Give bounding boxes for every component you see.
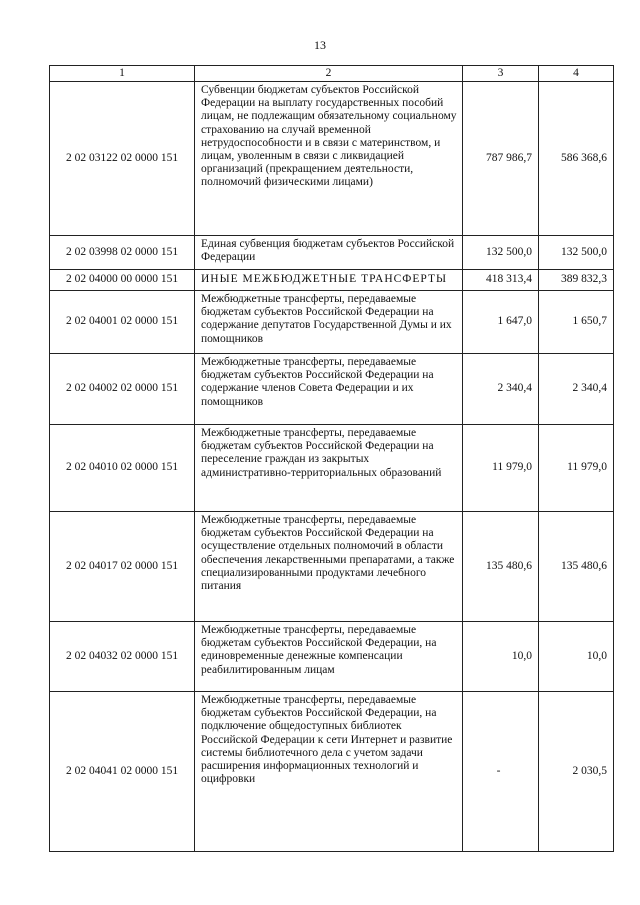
amount-col4: 11 979,0 — [539, 425, 614, 512]
table-row — [50, 236, 614, 270]
amount-col3: - — [463, 692, 539, 852]
table-row — [50, 291, 614, 354]
item-description: Межбюджетные трансферты, передаваемые бюджетам субъектов Российской Федерации на содержание депутатов Государственной Думы и их помощников — [195, 291, 463, 354]
item-description: Единая субвенция бюджетам субъектов Российской Федерации — [195, 236, 463, 270]
amount-col4: 2 030,5 — [539, 692, 614, 852]
budget-code: 2 02 03998 02 0000 151 — [50, 236, 195, 270]
amount-col4: 135 480,6 — [539, 512, 614, 622]
budget-code: 2 02 04032 02 0000 151 — [50, 622, 195, 692]
budget-code: 2 02 04001 02 0000 151 — [50, 291, 195, 354]
budget-code: 2 02 04017 02 0000 151 — [50, 512, 195, 622]
amount-col4: 586 368,6 — [539, 82, 614, 236]
amount-col4: 2 340,4 — [539, 354, 614, 425]
item-description: Межбюджетные трансферты, передаваемые бюджетам субъектов Российской Федерации, на подключение общедоступных библиотек Российской Федерации к сети Интернет и развитие системы библиотечного дела с учетом задачи расширения информационных технологий и оцифровки — [195, 692, 463, 852]
amount-col3: 10,0 — [463, 622, 539, 692]
column-header: 2 — [195, 66, 463, 82]
table-row — [50, 354, 614, 425]
budget-code: 2 02 04010 02 0000 151 — [50, 425, 195, 512]
amount-col4: 10,0 — [539, 622, 614, 692]
item-description: Межбюджетные трансферты, передаваемые бюджетам субъектов Российской Федерации на осуществление отдельных полномочий в области обеспечения лекарственными препаратами, а также специализированными продуктами лечебного питания — [195, 512, 463, 622]
budget-table — [49, 65, 614, 852]
table-row — [50, 270, 614, 291]
amount-col3: 2 340,4 — [463, 354, 539, 425]
item-description: Межбюджетные трансферты, передаваемые бюджетам субъектов Российской Федерации на переселение граждан из закрытых административно-территориальных образований — [195, 425, 463, 512]
amount-col3: 11 979,0 — [463, 425, 539, 512]
amount-col3: 135 480,6 — [463, 512, 539, 622]
table-row — [50, 622, 614, 692]
column-header: 3 — [463, 66, 539, 82]
amount-col4: 389 832,3 — [539, 270, 614, 291]
budget-code: 2 02 04041 02 0000 151 — [50, 692, 195, 852]
item-description: Субвенции бюджетам субъектов Российской Федерации на выплату государственных пособий лицам, не подлежащим обязательному социальному страхованию на случай временной нетрудоспособности и в связи с материнством, и лицам, уволенным в связи с ликвидацией организаций (прекращением деятельности, полномочий физическими лицами) — [195, 82, 463, 236]
budget-code: 2 02 04002 02 0000 151 — [50, 354, 195, 425]
table-row — [50, 692, 614, 852]
item-description: Межбюджетные трансферты, передаваемые бюджетам субъектов Российской Федерации, на единовременные денежные компенсации реабилитированным лицам — [195, 622, 463, 692]
amount-col4: 1 650,7 — [539, 291, 614, 354]
table-row — [50, 425, 614, 512]
budget-code: 2 02 04000 00 0000 151 — [50, 270, 195, 291]
table-row — [50, 82, 614, 236]
amount-col4: 132 500,0 — [539, 236, 614, 270]
budget-code: 2 02 03122 02 0000 151 — [50, 82, 195, 236]
item-description: Межбюджетные трансферты, передаваемые бюджетам субъектов Российской Федерации на содержание членов Совета Федерации и их помощников — [195, 354, 463, 425]
item-description: ИНЫЕ МЕЖБЮДЖЕТНЫЕ ТРАНСФЕРТЫ — [195, 270, 463, 291]
amount-col3: 132 500,0 — [463, 236, 539, 270]
amount-col3: 418 313,4 — [463, 270, 539, 291]
table-row — [50, 512, 614, 622]
amount-col3: 787 986,7 — [463, 82, 539, 236]
header-row — [50, 66, 614, 82]
amount-col3: 1 647,0 — [463, 291, 539, 354]
column-header: 1 — [50, 66, 195, 82]
column-header: 4 — [539, 66, 614, 82]
page-number: 13 — [314, 38, 326, 52]
